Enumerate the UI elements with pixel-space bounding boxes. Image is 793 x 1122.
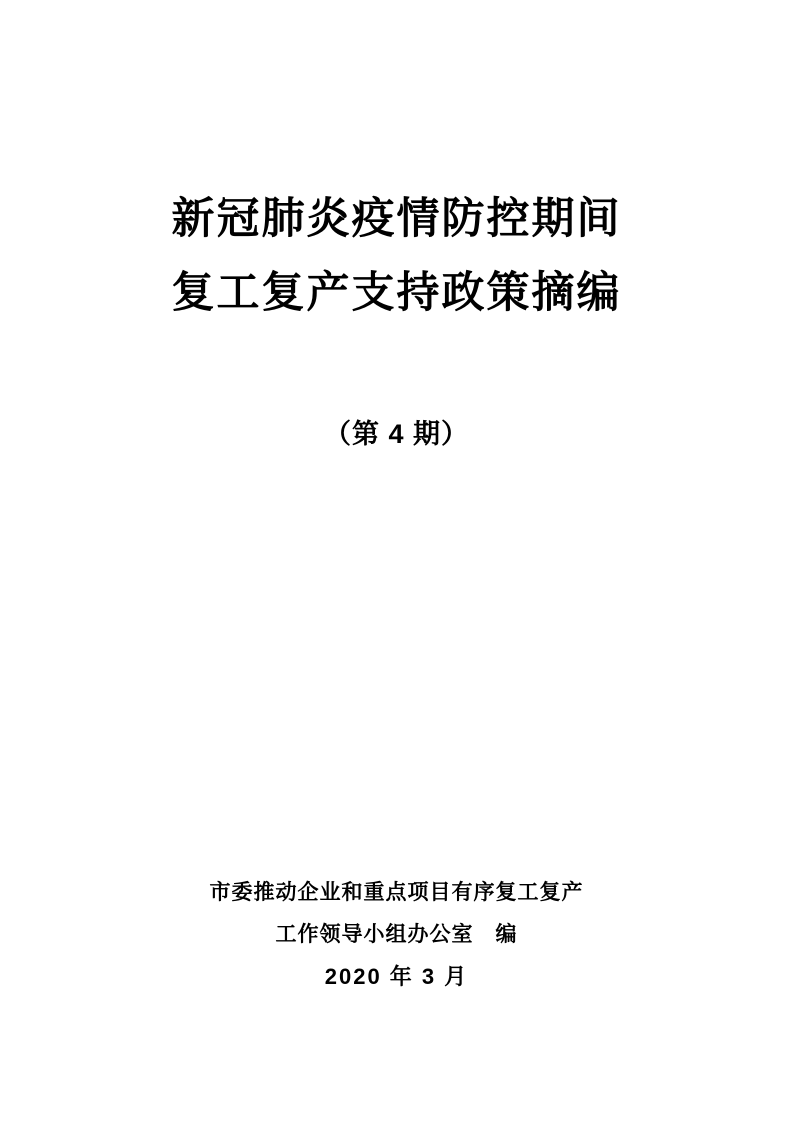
publisher-line-1: 市委推动企业和重点项目有序复工复产: [209, 881, 584, 904]
publisher-block: [0, 872, 793, 998]
issue-number: （第 4 期）: [323, 419, 470, 449]
page-title-line-2: 复工复产支持政策摘编: [171, 269, 622, 317]
publication-date: 2020 年 3 月: [324, 964, 469, 989]
publisher-line-2: 工作领导小组办公室 编: [275, 923, 518, 946]
page-title: [0, 182, 793, 330]
page-title-line-1: 新冠肺炎疫情防控期间: [171, 195, 622, 243]
